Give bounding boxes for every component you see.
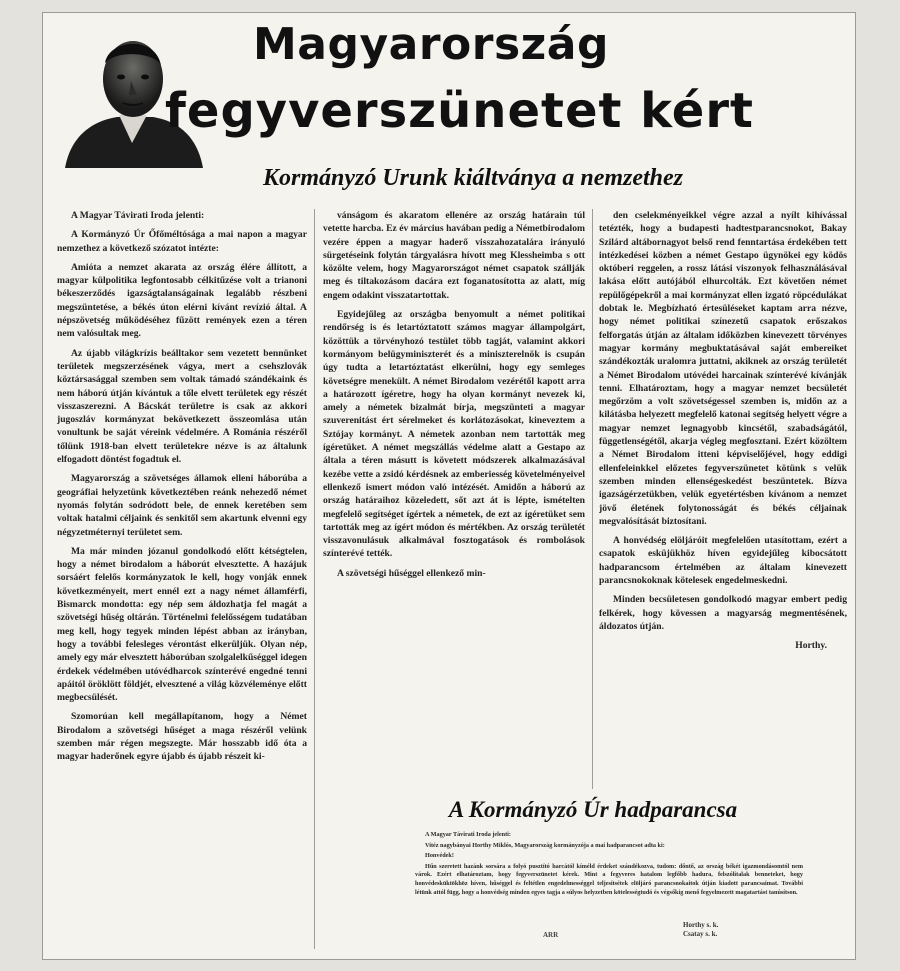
order-closing-mark: ARR — [543, 931, 559, 939]
paragraph: A Magyar Távirati Iroda jelenti: — [71, 210, 205, 221]
paragraph: Amióta a nemzet akarata az ország élére állított, a magyar külpolitika legfontosabb célkitűzése volt a trianoni békeszerződés igazságtalanságainak legalább részbeni megszüntetése, a békés úton elérni kívánt revízió által. A népszövetség működéséhez fűzött remények ezen a téren nem valósultak meg. — [57, 261, 307, 340]
paragraph: Vitéz nagybányai Horthy Miklós, Magyarország kormányzója a mai hadparancsot adta ki: — [425, 841, 665, 849]
paragraph: vánságom és akaratom ellenére az ország határain túl vetette harcba. Ez év március havában pedig a Németbirodalom vezére éppen a magyar haderő visszahozatalára irányuló sürgetéseink folytán tárgyalásra hívott meg Klessheimba s ott közölte velem, hogy Magyarországot német csapatok szállják meg és tiltakozásom dacára ezt foganatosította az alatt, míg engem odakint visszatartottak. — [323, 210, 585, 301]
paragraph: A szövetségi hűséggel ellenkező min- — [337, 567, 486, 579]
article-column-2 — [323, 209, 585, 789]
paragraph: Ma már minden józanul gondolkodó előtt kétségtelen, hogy a német birodalom a háborút elvesztette. A hazájuk sorsáért felelős kormányzatok le kell, hogy vonják ennek következményeit, mert ennél ezt a nagy német államférfi, Bismarck mondotta: egy nép sem áldozhatja fel magát a szövetségi hűség oltárán. Történelmi felelősségem tudatában meg kell, hogy tegyek minden lépést abban az irányban, hogy a további felesleges vérontást elkerüljük. Olyan nép, amely egy már elvesztett háborúban szolgalelkűséggel idegen érdekek védelmében utóvédharcok színterévé engedné tenni apáitól öröklött földjét, elvesztené a világ közvéleménye előtt megbecsülését. — [57, 545, 307, 704]
paragraph: A Magyar Távirati Iroda jelenti: — [425, 831, 511, 838]
paragraph: Honvédek! — [425, 852, 454, 860]
column-divider — [314, 209, 315, 949]
article-clipping — [42, 12, 856, 960]
paragraph: Egyidejűleg az országba benyomult a német politikai rendőrség is és letartóztatott számos magyar állampolgárt, közöttük a törvényhozó testület több tagját, valamint akkori kormányom belügyminiszterét és a miniszterelnök is csupán úgy tudta a letartóztatást elkerülni, hogy egy semleges követségre menekült. A német Birodalom vezérétől kapott arra a határozott ígéretre, hogy ha olyan kormányt nevezek ki, amely a németek bizalmát bírja, megszünteti a magyar szuverenitást ért sérelmeket és korlátozásokat, kineveztem a Sztójay kormányt. A németek azonban nem tartották meg ígéretüket. A német megszállás védelme alatt a Gestapo az általa a téren másutt is követett módszerek alkalmazásával kezébe vette a zsidó kérdésnek az emberiesség követelményeivel ellenkező ismert módon való intézését. Amidőn a háború az ország határaihoz közeledett, sőt azt át is lépte, ismételten megfelelő segítséget ígértek a németek, de ezt az ígéretüket sem tartották meg az ígért módon és mértékben. Az ország területét visszavonulásuk alkalmával fosztogatások és rombolások színterévé tették. — [323, 309, 585, 560]
paragraph: Szomorúan kell megállapítanom, hogy a Német Birodalom a szövetségi hűséget a maga részéről velünk szemben már régen megszegte. Már hosszabb idő óta a magyar haderőnek egyre újabb és újabb részeit ki- — [57, 711, 307, 763]
signature: Csatay s. k. — [683, 930, 718, 938]
signature: Horthy. — [795, 640, 827, 652]
article-column-1 — [57, 209, 307, 949]
paragraph: Minden becsületesen gondolkodó magyar embert pedig felkérek, hogy kövessen a magyarság megmentésének, áldozatos útján. — [599, 594, 847, 632]
paragraph: den cselekményeikkel végre azzal a nyílt kihívással tetézték, hogy a budapesti hadtestparancsnokot, Bakay Szilárd altábornagyot belső rend fenntartása érdekében tett intézkedései közben a német Gestapo ügynökei egy ködös októberi reggelen, a rossz látási viszonyok felhasználásával lakása előtt autójából elhurcolták. Ezt követően német repülőgépekről a mai kormányzat ellen izgató röpcédulákat dobtak le. Megbízható értesüléseket kaptam arra nézve, hogy német politikai színezetű csapatok erőszakos felforgatás útján az általam időközben kinevezett törvényes magyar kormány megbuktatásával saját embereiket szándékozták uralomra juttatni, akiknek az ország területét a Német Birodalom utóvédei harcainak színterévé kívánják tenni. Elhatároztam, hogy a magyar nemzet becsületét megőrzöm a volt szövetségessel szemben is, midőn az a kilátásba helyezett megfelelő katonai segítség helyett végre a magyar nemzet legnagyobb kincsétől, szabadságától, függetlenségétől, akarja végleg megfosztani. Ezért közöltem a Német Birodalom itteni képviselőjével, hogy eddigi ellenfeleinkkel előzetes fegyverszünetet kötünk s velük szemben minden ellenségeskedést beszüntetek. Bízva igazságérzetükben, velük egyetértésben kívánom a nemzet jövő életének folytonosságát és békés céljainak megvalósítását biztosítani. — [599, 210, 847, 527]
headline-line-1: Magyarország — [253, 19, 609, 70]
headline-line-2: fegyverszünetet kért — [165, 83, 754, 139]
article-subtitle: Kormányzó Urunk kiáltványa a nemzethez — [262, 165, 684, 191]
order-signatures — [683, 921, 833, 939]
signature: Horthy s. k. — [683, 921, 719, 929]
adjacent-page-left-text — [0, 0, 40, 971]
paragraph: Magyarország a szövetséges államok elleni háborúba a geográfiai helyzetünk következtében reánk nehezedő német nyomás folytán sodródott bele, de ennek keretében sem voltak hatalmi céljaink és senkitől sem akartunk elvenni egy négyzetméternyi területet sem. — [57, 473, 307, 538]
paragraph: Hűn szeretett hazánk sorsára a folyó pusztító harcától kíméld érdeket szándékozva, tudom: dőntő, az ország békét igazmondásomtól nem várok. Ezért elhatároztam, hogy fegyverszünetet kérek. Mint a fegyveres hatalom legfőbb hadura, felszólítalak benneteket, hogy honvédesküktökhöz híven, hűséggel és feltétlen engedelmességgel teljesítsétek elöljáró parancsnokaitok útján kiadott parancsaimat. További létünk attól függ, hogy a honvédség minden egyes tagja a súlyos helyzetben kötelességtudó és végsőkig menő fegyelmezett magatartást tanúsítson. — [415, 862, 803, 896]
column-divider — [592, 209, 593, 789]
order-title: A Kormányzó Úr hadparancsa — [448, 797, 738, 822]
paragraph: A honvédség elöljáróit megfelelően utasítottam, ezért a csapatok esküjükhöz híven egyidejűleg kibocsátott hadparancsom értelmében az általam kinevezett parancsnokoknak kötelesek engedelmeskedni. — [599, 535, 847, 587]
adjacent-page-right-text — [854, 0, 900, 971]
article-column-3 — [599, 209, 847, 791]
paragraph: Az újabb világkrízis beálltakor sem vezetett bennünket területek megszerzésének vágya, mert a csehszlovák köztársasággal szemben sem voltak támadó szándékaink és nem háború útján kívántuk a tőle elvett területek egy részét visszaszerezni. A Bácskát területre is csak az akkori jugoszláv kormányzat bekövetkezett összeomlása után vonultunk be saját véreink védelmére. A Románia részéről tőlünk 1918-ban elvett területekre nézve is az általunk elfogadott döntést fogadtuk el. — [57, 347, 307, 466]
paragraph: A Kormányzó Úr Őfőméltósága a mai napon a magyar nemzethez a következő szózatot intézte: — [57, 229, 307, 254]
